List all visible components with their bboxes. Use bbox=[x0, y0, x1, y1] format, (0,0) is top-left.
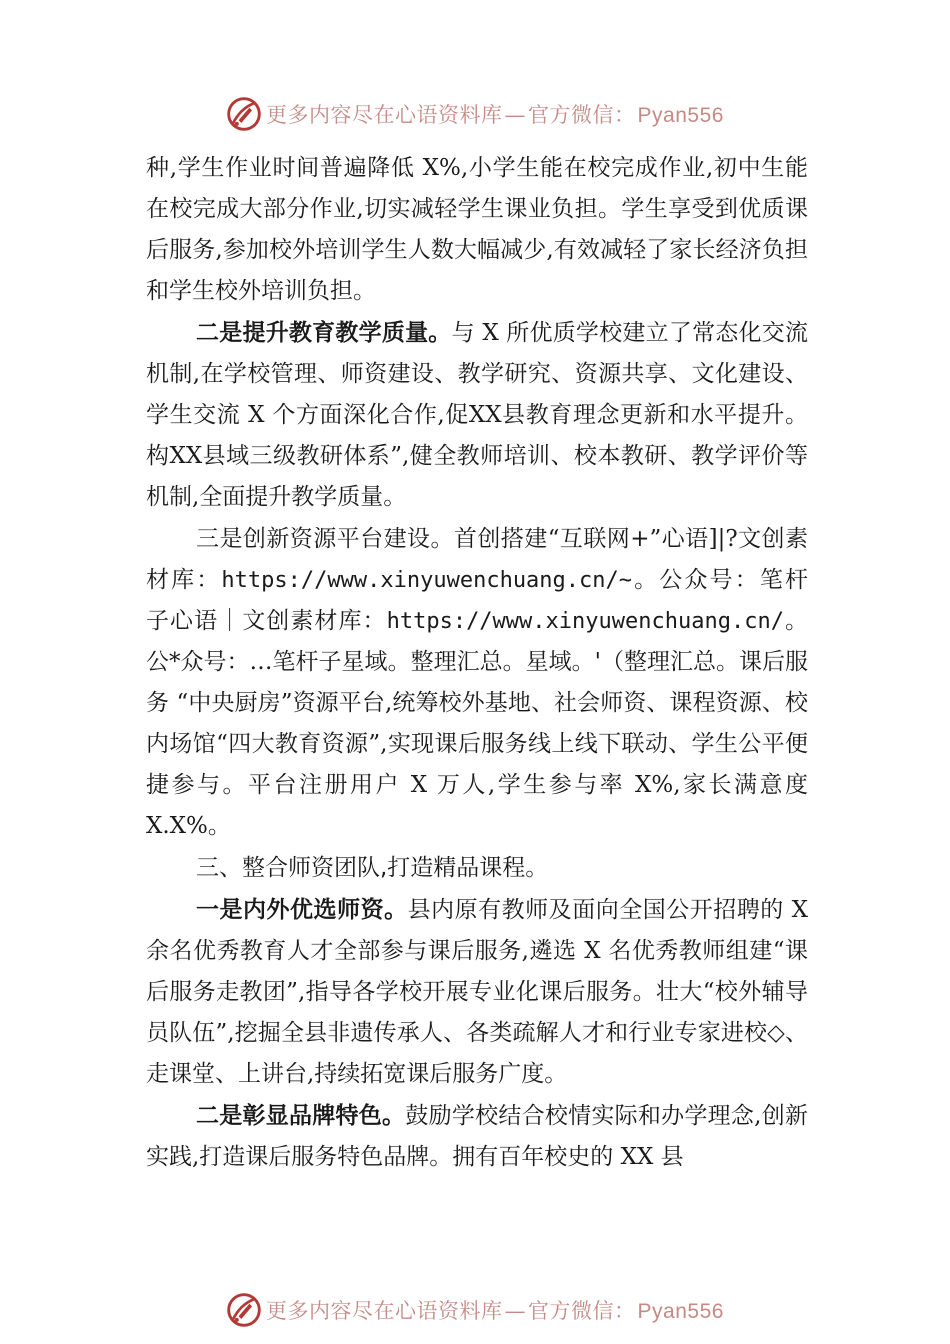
footer-wechat-id: Pyan556 bbox=[637, 1300, 724, 1323]
footer-banner-text bbox=[266, 1295, 724, 1325]
paragraph-3-part-c: 。公*众号：…笔杆子星域。整理汇总。星域。'（整理汇总。课后服务 “中央厨房”资源平台,统筹校外基地、社会师资、课程资源、校内场馆“四大教育资源”,实现课后服务线上线下联动、学生公平便捷参与。平台注册用户 X 万人,学生参与率 X%,家长满意度 X.X%。 bbox=[146, 608, 809, 839]
paragraph-3 bbox=[146, 519, 808, 847]
header-banner bbox=[0, 94, 950, 134]
paragraph-5-text: 鼓励学校结合校情实际和办学理念,创新实践,打造课后服务特色品牌。拥有百年校史的 XX 县 bbox=[146, 1103, 809, 1170]
paragraph-4-text: 县内原有教师及面向全国公开招聘的 X 余名优秀教育人才全部参与课后服务,遴选 X 名优秀教师组建“课后服务走教团”,指导各学校开展专业化课后服务。壮大“校外辅导员队伍”,挖掘全县非遗传承人、各类疏解人才和行业专家进校◇、走课堂、上讲台,持续拓宽课后服务广度。 bbox=[146, 897, 808, 1087]
section-3-heading: 三、整合师资团队,打造精品课程。 bbox=[196, 855, 549, 881]
paragraph-3-part-a: 三是创新资源平台建设。首创搭建“互联网+”心语]|?文创素材库： bbox=[146, 526, 808, 593]
paragraph-3-url-2: https://www.xinyuwenchuang.cn/ bbox=[386, 609, 784, 634]
banner-wechat-id: Pyan556 bbox=[637, 104, 724, 127]
footer-wechat-label: 官方微信： bbox=[528, 1299, 636, 1323]
footer-banner bbox=[0, 1290, 950, 1330]
footer-banner-title: 更多内容尽在心语资料库 bbox=[266, 1299, 503, 1323]
paragraph-5 bbox=[146, 1096, 808, 1178]
footer-banner-dash: — bbox=[504, 1299, 527, 1323]
banner-title: 更多内容尽在心语资料库 bbox=[266, 103, 503, 127]
banner-wechat-label: 官方微信： bbox=[528, 103, 636, 127]
paragraph-5-lead: 二是彰显品牌特色。 bbox=[196, 1103, 406, 1129]
paragraph-2-lead: 二是提升教育教学质量。 bbox=[196, 320, 452, 346]
paragraph-3-url-1: https://www.xinyuwenchuang.cn/~ bbox=[221, 568, 633, 593]
paragraph-2-text: 与 X 所优质学校建立了常态化交流机制,在学校管理、师资建设、教学研究、资源共享、文化建设、学生交流 X 个方面深化合作,促XX县教育理念更新和水平提升。构XX县域三级教研体系”,健全教师培训、校本教研、教学评价等机制,全面提升教学质量。 bbox=[146, 320, 809, 510]
paragraph-2 bbox=[146, 313, 808, 518]
paragraph-4-lead: 一是内外优选师资。 bbox=[196, 897, 408, 923]
brush-pen-logo-icon bbox=[226, 96, 262, 132]
banner-dash: — bbox=[504, 103, 527, 127]
banner-text bbox=[266, 99, 724, 129]
brush-pen-logo-icon bbox=[226, 1292, 262, 1328]
paragraph-4 bbox=[146, 890, 808, 1095]
paragraph-3-part-b: 。公众号：笔杆子心语｜文创素材库： bbox=[146, 567, 809, 634]
document-body bbox=[146, 148, 808, 1178]
paragraph-1: 种,学生作业时间普遍降低 X%,小学生能在校完成作业,初中生能在校完成大部分作业,切实减轻学生课业负担。学生享受到优质课后服务,参加校外培训学生人数大幅减少,有效减轻了家长经济负担和学生校外培训负担。 bbox=[146, 155, 808, 304]
